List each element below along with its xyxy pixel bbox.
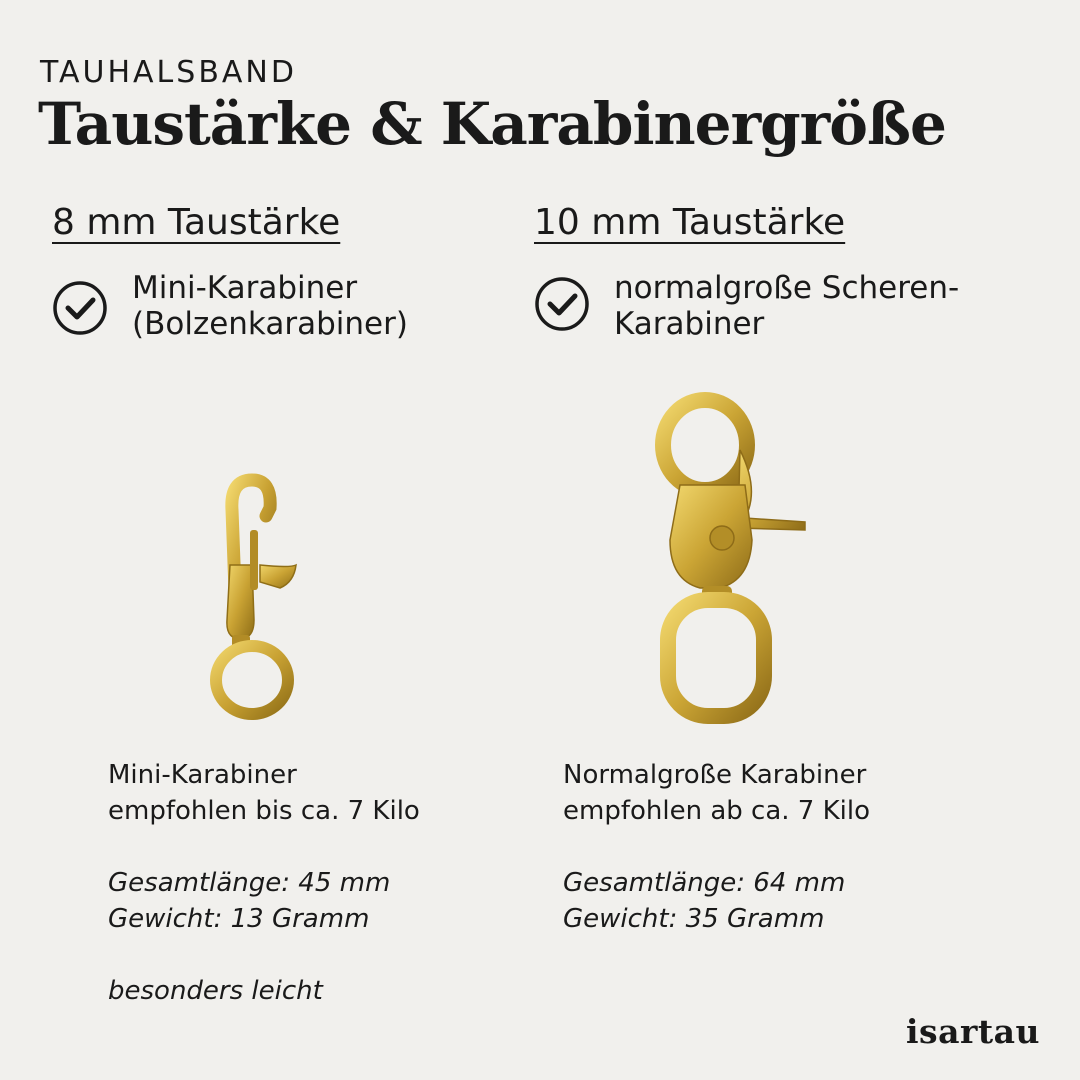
left-desc-line1: Mini-Karabiner: [108, 760, 297, 790]
left-note: besonders leicht: [108, 976, 323, 1006]
right-column-heading: 10 mm Taustärke: [534, 202, 846, 243]
normal-carabiner-image: [640, 390, 820, 725]
check-circle-icon: [534, 276, 590, 332]
left-feature-line2: (Bolzenkarabiner): [132, 306, 408, 342]
right-desc-line2: empfohlen ab ca. 7 Kilo: [563, 796, 870, 826]
left-feature-line1: Mini-Karabiner: [132, 270, 358, 306]
brand-logo: isartau: [905, 1012, 1040, 1051]
right-weight: Gewicht: 35 Gramm: [563, 904, 825, 934]
left-specs: [108, 865, 390, 937]
right-length: Gesamtlänge: 64 mm: [563, 868, 846, 898]
page-title: Taustärke & Karabinergröße: [38, 90, 946, 158]
left-feature-text: [132, 270, 408, 342]
right-feature-text: [614, 270, 959, 342]
check-circle-icon: [52, 280, 108, 336]
left-column-heading: 8 mm Taustärke: [52, 202, 341, 243]
section-kicker: TAUHALSBAND: [40, 55, 297, 90]
left-weight: Gewicht: 13 Gramm: [108, 904, 370, 934]
right-desc-line1: Normalgroße Karabiner: [563, 760, 867, 790]
right-feature-line1: normalgroße Scheren-: [614, 270, 960, 306]
left-description: [108, 757, 420, 829]
right-description: [563, 757, 870, 829]
mini-carabiner-image: [190, 470, 320, 730]
right-feature-line2: Karabiner: [614, 306, 765, 342]
left-desc-line2: empfohlen bis ca. 7 Kilo: [108, 796, 420, 826]
right-specs: [563, 865, 845, 937]
left-length: Gesamtlänge: 45 mm: [108, 868, 391, 898]
